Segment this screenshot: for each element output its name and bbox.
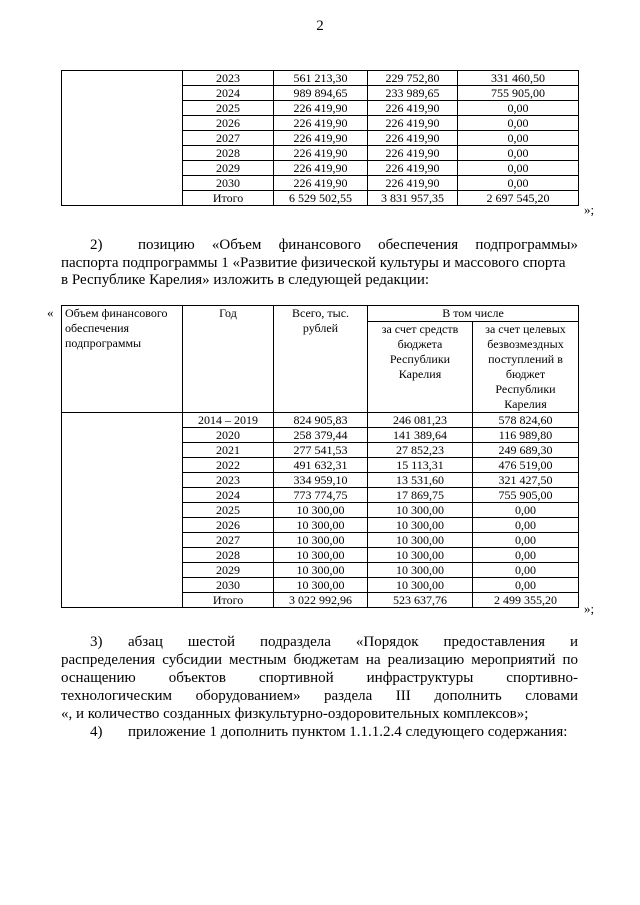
financing-table-continued bbox=[61, 70, 579, 206]
item4-text: приложение 1 дополнить пунктом 1.1.1.2.4 следующего содержания: bbox=[128, 724, 568, 740]
label-cell-empty bbox=[62, 71, 183, 206]
year-cell: 2023 bbox=[183, 71, 274, 86]
gratuitous-cell: 0,00 bbox=[458, 176, 579, 191]
year-cell: 2027 bbox=[183, 131, 274, 146]
table1-closing-quote: »; bbox=[584, 202, 595, 217]
gratuitous-cell: 2 499 355,20 bbox=[473, 593, 579, 608]
gratuitous-cell: 321 427,50 bbox=[473, 473, 579, 488]
year-cell: Итого bbox=[183, 191, 274, 206]
year-cell: 2028 bbox=[183, 548, 274, 563]
budget-cell: 13 531,60 bbox=[368, 473, 473, 488]
year-cell: 2025 bbox=[183, 101, 274, 116]
gratuitous-cell: 0,00 bbox=[473, 503, 579, 518]
year-cell: 2029 bbox=[183, 563, 274, 578]
header-budget: за счет средств бюджета Республики Карелия bbox=[368, 322, 473, 413]
year-cell: 2029 bbox=[183, 161, 274, 176]
total-cell: 10 300,00 bbox=[274, 578, 368, 593]
budget-cell: 10 300,00 bbox=[368, 548, 473, 563]
total-cell: 10 300,00 bbox=[274, 518, 368, 533]
gratuitous-cell: 0,00 bbox=[458, 116, 579, 131]
gratuitous-cell: 0,00 bbox=[473, 563, 579, 578]
year-cell: 2024 bbox=[183, 488, 274, 503]
item3-line5: «, и количество созданных физкультурно-оздоровительных комплексов»; bbox=[61, 706, 529, 722]
total-cell: 561 213,30 bbox=[274, 71, 368, 86]
gratuitous-cell: 0,00 bbox=[473, 578, 579, 593]
item2-number: 2) bbox=[90, 237, 103, 253]
year-cell: 2021 bbox=[183, 443, 274, 458]
gratuitous-cell: 0,00 bbox=[473, 518, 579, 533]
label-cell-empty bbox=[62, 413, 183, 608]
gratuitous-cell: 249 689,30 bbox=[473, 443, 579, 458]
total-cell: 10 300,00 bbox=[274, 503, 368, 518]
item4-number: 4) bbox=[90, 724, 103, 740]
total-cell: 989 894,65 bbox=[274, 86, 368, 101]
budget-cell: 10 300,00 bbox=[368, 563, 473, 578]
budget-cell: 233 989,65 bbox=[368, 86, 458, 101]
gratuitous-cell: 0,00 bbox=[458, 146, 579, 161]
budget-cell: 229 752,80 bbox=[368, 71, 458, 86]
table-row bbox=[62, 71, 579, 86]
budget-cell: 3 831 957,35 bbox=[368, 191, 458, 206]
total-cell: 10 300,00 bbox=[274, 533, 368, 548]
year-cell: 2027 bbox=[183, 533, 274, 548]
gratuitous-cell: 755 905,00 bbox=[458, 86, 579, 101]
total-cell: 6 529 502,55 bbox=[274, 191, 368, 206]
item3-number: 3) bbox=[90, 634, 103, 650]
item2-line3: в Республике Карелия» изложить в следующей редакции: bbox=[61, 272, 430, 288]
budget-cell: 226 419,90 bbox=[368, 176, 458, 191]
gratuitous-cell: 0,00 bbox=[458, 101, 579, 116]
budget-cell: 226 419,90 bbox=[368, 131, 458, 146]
budget-cell: 15 113,31 bbox=[368, 458, 473, 473]
budget-cell: 226 419,90 bbox=[368, 161, 458, 176]
total-cell: 491 632,31 bbox=[274, 458, 368, 473]
gratuitous-cell: 0,00 bbox=[458, 131, 579, 146]
total-cell: 258 379,44 bbox=[274, 428, 368, 443]
header-financing-label: Объем финансового обеспечения подпрограммы bbox=[62, 306, 183, 413]
year-cell: 2024 bbox=[183, 86, 274, 101]
page-number: 2 bbox=[316, 18, 324, 34]
total-cell: 226 419,90 bbox=[274, 161, 368, 176]
total-cell: 226 419,90 bbox=[274, 116, 368, 131]
year-cell: 2030 bbox=[183, 578, 274, 593]
budget-cell: 10 300,00 bbox=[368, 578, 473, 593]
budget-cell: 226 419,90 bbox=[368, 146, 458, 161]
gratuitous-cell: 0,00 bbox=[473, 533, 579, 548]
year-cell: 2025 bbox=[183, 503, 274, 518]
total-cell: 10 300,00 bbox=[274, 563, 368, 578]
table2-opening-quote: « bbox=[47, 305, 54, 320]
total-cell: 226 419,90 bbox=[274, 176, 368, 191]
total-cell: 226 419,90 bbox=[274, 146, 368, 161]
gratuitous-cell: 476 519,00 bbox=[473, 458, 579, 473]
header-total: Всего, тыс. рублей bbox=[274, 306, 368, 413]
gratuitous-cell: 331 460,50 bbox=[458, 71, 579, 86]
budget-cell: 141 389,64 bbox=[368, 428, 473, 443]
year-cell: Итого bbox=[183, 593, 274, 608]
item2-line2: паспорта подпрограммы 1 «Развитие физической культуры и массового спорта bbox=[61, 255, 566, 271]
total-cell: 773 774,75 bbox=[274, 488, 368, 503]
header-gratuitous: за счет целевых безвозмездных поступлений в бюджет Республики Карелия bbox=[473, 322, 579, 413]
header-year: Год bbox=[183, 306, 274, 413]
year-cell: 2023 bbox=[183, 473, 274, 488]
total-cell: 277 541,53 bbox=[274, 443, 368, 458]
gratuitous-cell: 2 697 545,20 bbox=[458, 191, 579, 206]
total-cell: 226 419,90 bbox=[274, 131, 368, 146]
year-cell: 2022 bbox=[183, 458, 274, 473]
table2-closing-quote: »; bbox=[584, 601, 595, 616]
year-cell: 2028 bbox=[183, 146, 274, 161]
budget-cell: 10 300,00 bbox=[368, 533, 473, 548]
budget-cell: 10 300,00 bbox=[368, 503, 473, 518]
item3-line1: абзац шестой подраздела «Порядок предоставления и bbox=[128, 634, 578, 650]
item2-line1: позицию «Объем финансового обеспечения подпрограммы» bbox=[138, 237, 578, 253]
gratuitous-cell: 0,00 bbox=[473, 548, 579, 563]
budget-cell: 10 300,00 bbox=[368, 518, 473, 533]
budget-cell: 226 419,90 bbox=[368, 116, 458, 131]
budget-cell: 246 081,23 bbox=[368, 413, 473, 428]
item3-line4: технологическим оборудованием» раздела III дополнить словами bbox=[61, 688, 578, 704]
year-cell: 2026 bbox=[183, 116, 274, 131]
gratuitous-cell: 578 824,60 bbox=[473, 413, 579, 428]
budget-cell: 27 852,23 bbox=[368, 443, 473, 458]
budget-cell: 226 419,90 bbox=[368, 101, 458, 116]
financing-table bbox=[61, 305, 579, 608]
total-cell: 824 905,83 bbox=[274, 413, 368, 428]
table-row bbox=[62, 413, 579, 428]
item3-line2: распределения субсидии местным бюджетам на реализацию мероприятий по bbox=[61, 652, 578, 668]
year-cell: 2030 bbox=[183, 176, 274, 191]
budget-cell: 17 869,75 bbox=[368, 488, 473, 503]
gratuitous-cell: 0,00 bbox=[458, 161, 579, 176]
budget-cell: 523 637,76 bbox=[368, 593, 473, 608]
item3-line3: оснащению объектов спортивной инфраструктуры спортивно- bbox=[61, 670, 578, 686]
gratuitous-cell: 116 989,80 bbox=[473, 428, 579, 443]
total-cell: 10 300,00 bbox=[274, 548, 368, 563]
year-cell: 2026 bbox=[183, 518, 274, 533]
year-cell: 2020 bbox=[183, 428, 274, 443]
total-cell: 226 419,90 bbox=[274, 101, 368, 116]
gratuitous-cell: 755 905,00 bbox=[473, 488, 579, 503]
total-cell: 334 959,10 bbox=[274, 473, 368, 488]
header-including: В том числе bbox=[368, 306, 579, 322]
total-cell: 3 022 992,96 bbox=[274, 593, 368, 608]
year-cell: 2014 – 2019 bbox=[183, 413, 274, 428]
